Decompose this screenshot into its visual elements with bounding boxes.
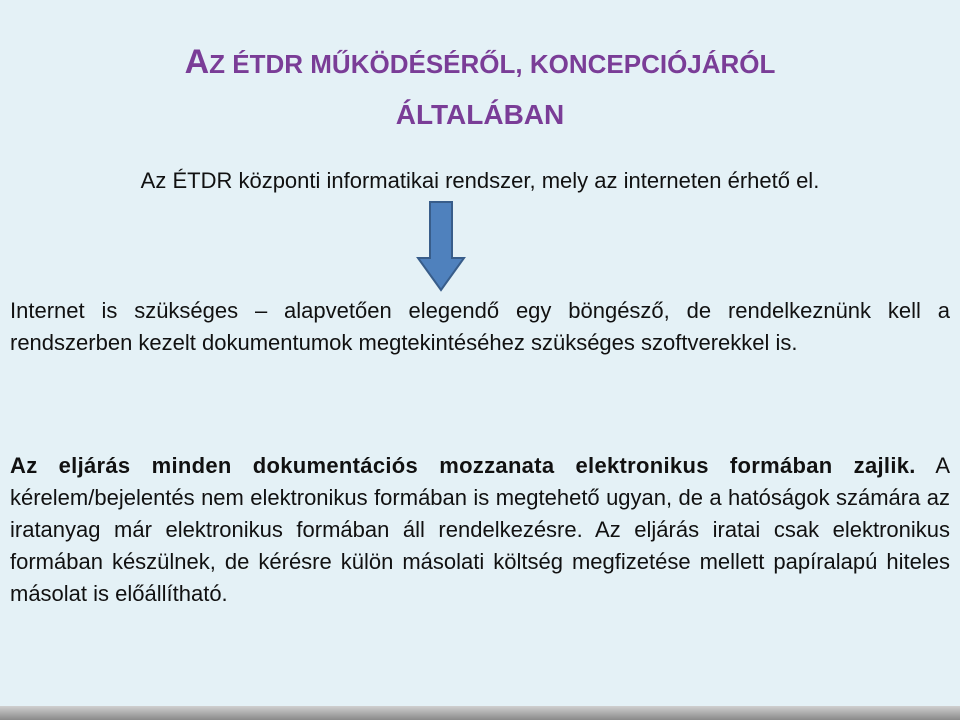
down-arrow-icon xyxy=(416,200,466,292)
paragraph-electronic xyxy=(10,450,950,610)
title-first-letter: A xyxy=(184,43,210,81)
bottom-bar xyxy=(0,706,960,720)
paragraph-electronic-bold: Az eljárás minden dokumentációs mozzanata elektronikus formában zajlik. xyxy=(10,453,916,478)
title-line1-rest: Z ÉTDR MŰKÖDÉSÉRŐL, KONCEPCIÓJÁRÓL xyxy=(209,49,776,79)
intro-text: Az ÉTDR központi informatikai rendszer, mely az interneten érhető el. xyxy=(140,168,820,193)
slide-title-line1 xyxy=(60,42,900,84)
paragraph-internet: Internet is szükséges – alapvetően elegendő egy böngésző, de rendelkeznünk kell a rendszerben kezelt dokumentumok megtekintéséhez szükséges szoftverekkel is. xyxy=(10,298,950,355)
paragraph-electronic-rest: A kérelem/bejelentés nem elektronikus formában is megtehető ugyan, de a hatóságok számára az iratanyag már elektronikus formában áll rendelkezésre. Az eljárás iratai csak elektronikus formában készülnek, de kérésre külön másolati költség megfizetése mellett papíralapú hiteles másolat is előállítható. xyxy=(10,453,950,606)
slide-title-line2: ÁLTALÁBAN xyxy=(395,99,565,130)
